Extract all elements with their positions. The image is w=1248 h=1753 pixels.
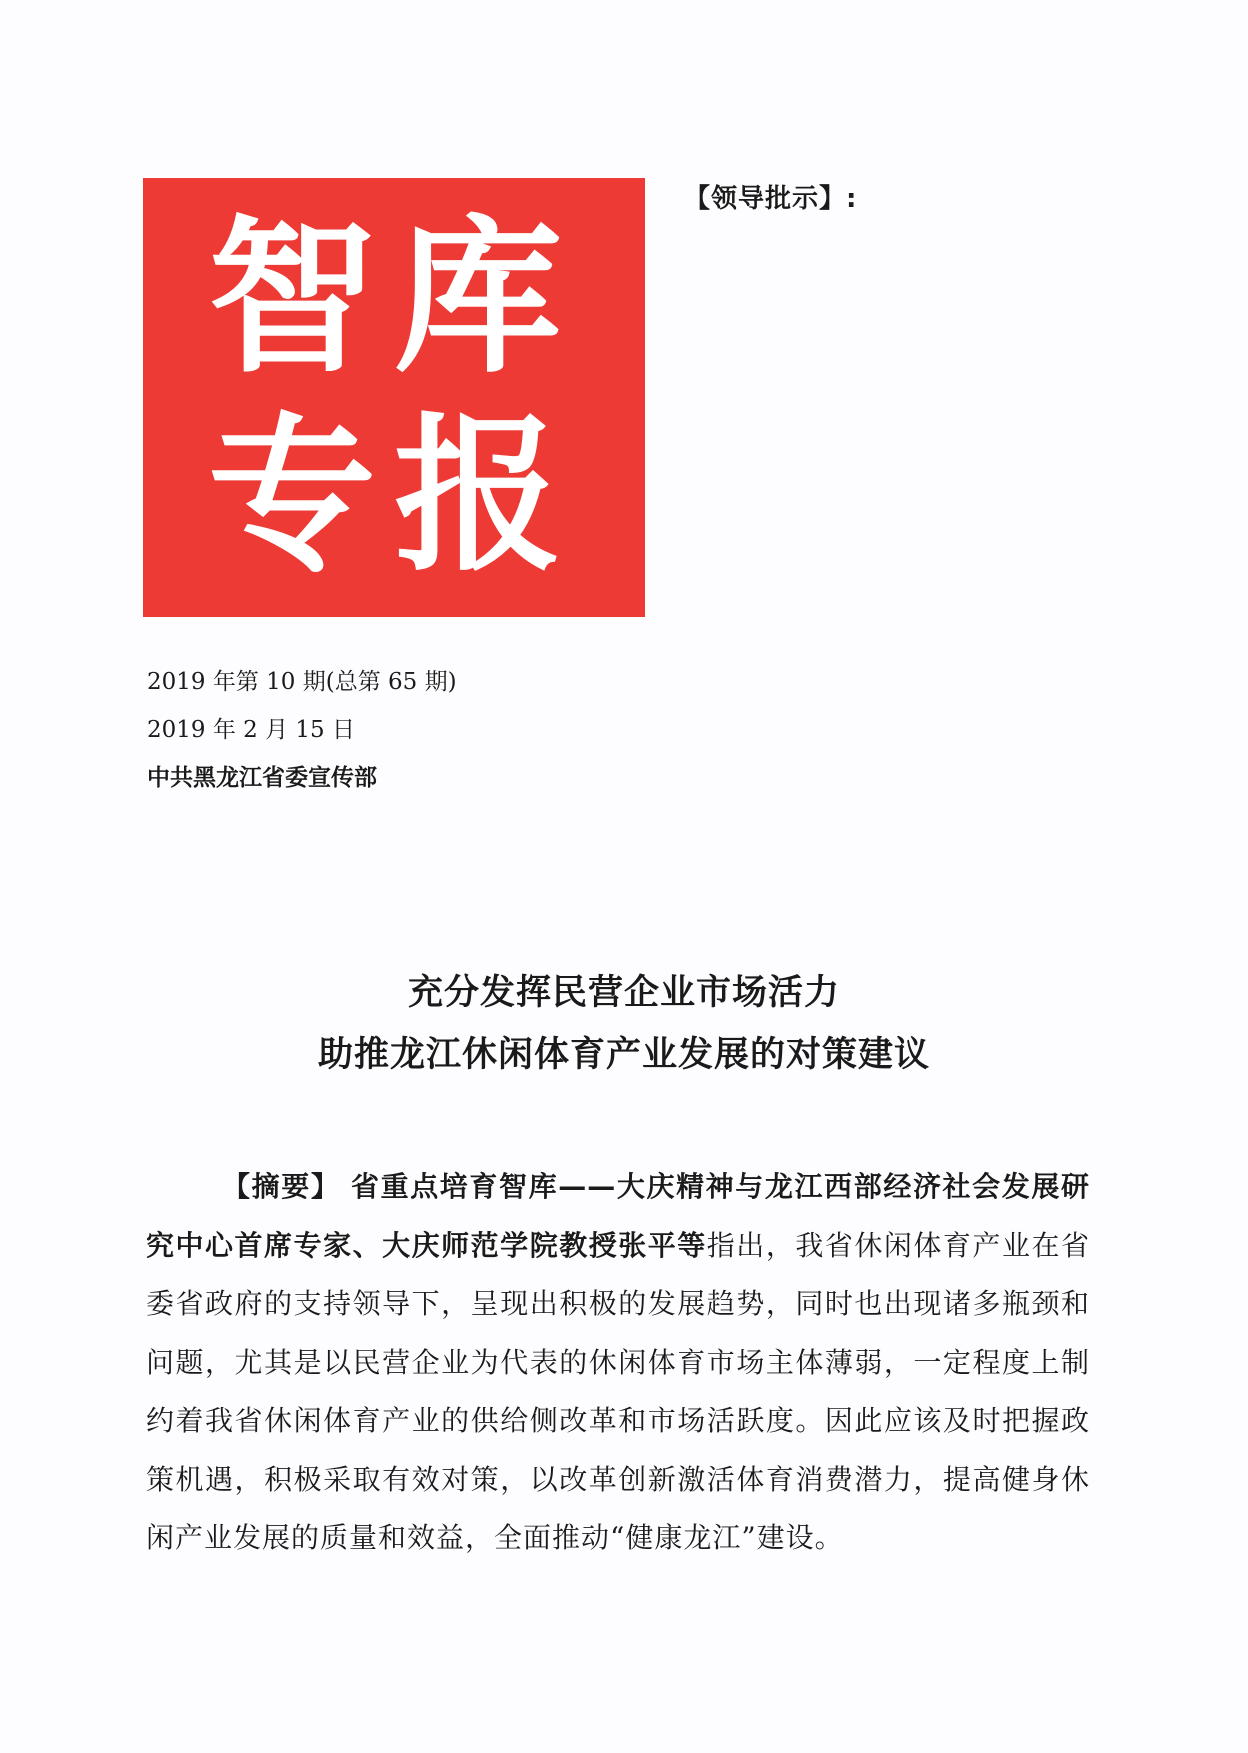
issue-info <box>147 658 457 802</box>
report-title <box>0 962 1248 1086</box>
issue-number: 2019 年第 10 期(总第 65 期) <box>147 669 457 695</box>
report-title-line-1: 充分发挥民营企业市场活力 <box>407 972 840 1013</box>
leader-instruction-label: 【领导批示】: <box>684 184 858 214</box>
abstract-label: 【摘要】 <box>222 1170 341 1203</box>
issue-date: 2019 年 2 月 15 日 <box>147 717 355 743</box>
abstract-lead: 省重点培育智库——大庆精神与龙江西部经济社会发展研究中心首席专家、大庆师范学院教授张平等 <box>146 1170 1090 1262</box>
issuing-department: 中共黑龙江省委宣传部 <box>147 765 377 791</box>
masthead-line-1: 智库 <box>208 200 580 396</box>
masthead-line-2: 专报 <box>208 398 580 594</box>
masthead-logo <box>143 178 645 617</box>
abstract-paragraph <box>146 1158 1090 1568</box>
report-title-line-2: 助推龙江休闲体育产业发展的对策建议 <box>317 1034 930 1075</box>
abstract-body: 指出，我省休闲体育产业在省委省政府的支持领导下，呈现出积极的发展趋势，同时也出现诸多瓶颈和问题，尤其是以民营企业为代表的休闲体育市场主体薄弱，一定程度上制约着我省休闲体育产业的供给侧改革和市场活跃度。因此应该及时把握政策机遇，积极采取有效对策，以改革创新激活体育消费潜力，提高健身休闲产业发展的质量和效益，全面推动“健康龙江”建设。 <box>146 1228 1090 1554</box>
